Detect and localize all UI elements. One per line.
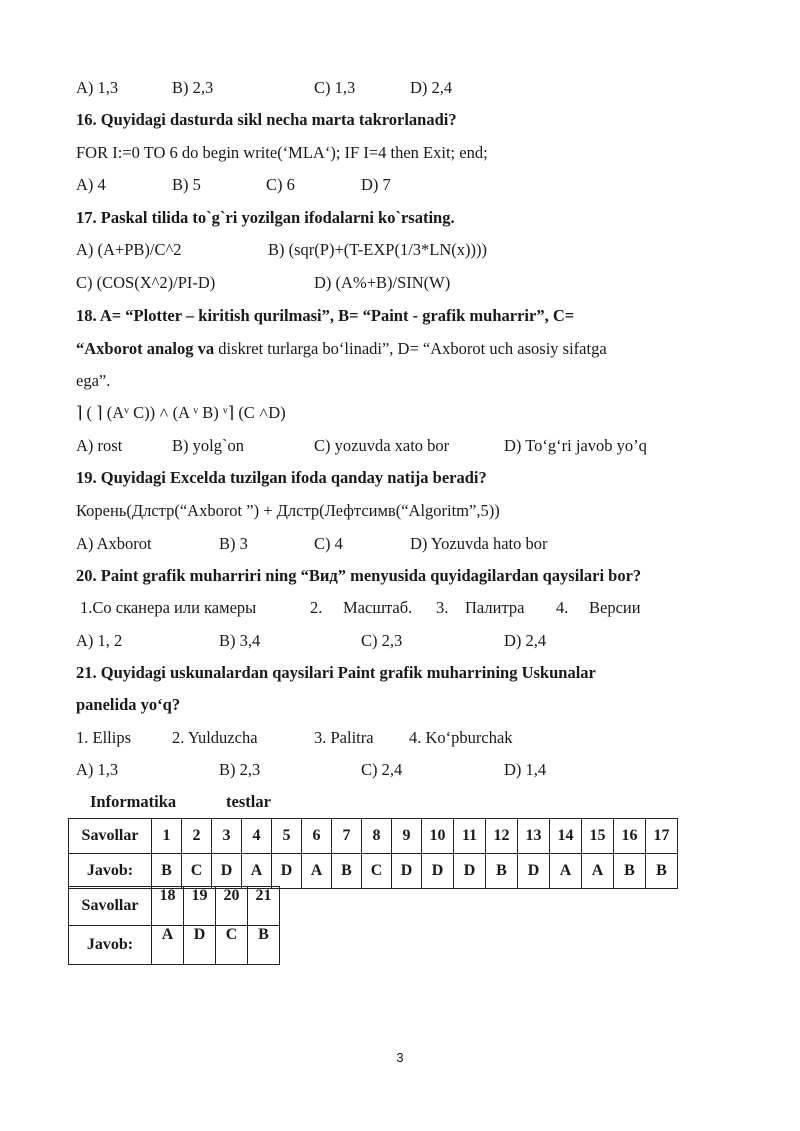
t2q-cell-1: 18	[152, 887, 184, 926]
q19-option-b: B) 3	[219, 534, 248, 553]
t1q-cell-2: 2	[182, 819, 212, 854]
q16-question: 16. Quyidagi dasturda sikl necha marta takrorlanadi?	[76, 110, 457, 129]
q20-option-a: A) 1, 2	[76, 631, 123, 650]
q18-line2-bold: “Axborot analog va	[76, 339, 215, 358]
q19-option-d: D) Yozuvda hato bor	[410, 534, 548, 553]
q20-item-3: Палитра	[465, 598, 525, 617]
t1q-cell-6: 6	[302, 819, 332, 854]
q17-options-row1	[76, 240, 776, 260]
q17-option-c: C) (COS(X^2)/PI-D)	[76, 273, 216, 292]
q20-item-2: Масштаб.	[343, 598, 413, 617]
q19-option-a: A) Axborot	[76, 534, 152, 553]
t1q-cell-10: 10	[422, 819, 454, 854]
t1a-cell-16: B	[614, 854, 646, 889]
t1q-cell-9: 9	[392, 819, 422, 854]
t1q-cell-17: 17	[646, 819, 678, 854]
q17-question: 17. Paskal tilida to`g`ri yozilgan ifodalarni ko`rsating.	[76, 208, 455, 227]
t1a-cell-12: B	[486, 854, 518, 889]
answers-heading-left: Informatika	[90, 792, 177, 811]
q20-question: 20. Paint grafik muharriri ning “Вид” menyusida quyidagilardan qaysilari bor?	[76, 566, 642, 585]
q20-item-4-num: 4.	[556, 598, 569, 617]
t1a-cell-5: D	[272, 854, 302, 889]
q19-formula: Корень(Длстр(“Axborot ”) + Длстр(Лефтсимв(“Algoritm”,5))	[76, 501, 500, 520]
row-label-javob-2: Javob:	[69, 926, 152, 965]
t2q-cell-2: 19	[184, 887, 216, 926]
q19-options	[76, 534, 776, 554]
t1q-cell-14: 14	[550, 819, 582, 854]
q15-options	[76, 78, 776, 98]
row-label-savollar: Savollar	[69, 819, 152, 854]
t1q-cell-15: 15	[582, 819, 614, 854]
t2q-cell-3: 20	[216, 887, 248, 926]
q17-option-b: B) (sqr(P)+(T-EXP(1/3*LN(x))))	[268, 240, 488, 259]
t1a-cell-4: A	[242, 854, 272, 889]
q20-options	[76, 631, 776, 651]
q20-option-b: B) 3,4	[219, 631, 261, 650]
q21-item-3: 3. Palitra	[314, 728, 374, 747]
q16-option-d: D) 7	[361, 175, 391, 194]
q15-option-c: C) 1,3	[314, 78, 356, 97]
t2a-cell-4: B	[248, 926, 280, 965]
q18-line3: ega”.	[76, 371, 111, 390]
t1a-cell-15: A	[582, 854, 614, 889]
t1q-cell-11: 11	[454, 819, 486, 854]
q18-option-a: A) rost	[76, 436, 123, 455]
q18-line1: 18. A= “Plotter – kiritish qurilmasi”, B= “Paint - grafik muharrir”, C=	[76, 306, 575, 325]
q21-items	[76, 728, 776, 748]
t1a-cell-8: C	[362, 854, 392, 889]
q21-line2: panelida yo‘q?	[76, 695, 181, 714]
q17-option-d: D) (A%+B)/SIN(W)	[314, 273, 451, 292]
q21-item-1: 1. Ellips	[76, 728, 132, 747]
q20-item-4: Версии	[589, 598, 641, 617]
page-number: 3	[396, 1050, 404, 1065]
answer-table-1	[68, 818, 678, 889]
t1a-cell-9: D	[392, 854, 422, 889]
answer-table-2-answers-row	[69, 926, 280, 965]
t1a-cell-2: C	[182, 854, 212, 889]
q16-option-b: B) 5	[172, 175, 201, 194]
t1q-cell-16: 16	[614, 819, 646, 854]
t1a-cell-3: D	[212, 854, 242, 889]
t1a-cell-1: B	[152, 854, 182, 889]
t1a-cell-7: B	[332, 854, 362, 889]
t1q-cell-7: 7	[332, 819, 362, 854]
q20-item-1: 1.Со сканера или камеры	[80, 598, 257, 617]
q18-line2	[76, 339, 607, 359]
q20-option-d: D) 2,4	[504, 631, 547, 650]
q21-line1: 21. Quyidagi uskunalardan qaysilari Paint grafik muharrining Uskunalar	[76, 663, 596, 682]
q18-expression: ⌉ ( ⌉ (Aᵛ C)) ˄ (A ᵛ B) ᵛ⌉ (C ˄D)	[76, 403, 286, 422]
q18-option-c: C) yozuvda xato bor	[314, 436, 450, 455]
row-label-savollar-2: Savollar	[69, 887, 152, 926]
q18-line2-rest: diskret turlarga bo‘linadi”, D= “Axborot uch asosiy sifatga	[214, 339, 607, 358]
q17-option-a: A) (A+PB)/C^2	[76, 240, 182, 259]
t2a-cell-3: C	[216, 926, 248, 965]
t2q-cell-4: 21	[248, 887, 280, 926]
t1a-cell-6: A	[302, 854, 332, 889]
q18-option-b: B) yolg`on	[172, 436, 244, 455]
t1a-cell-11: D	[454, 854, 486, 889]
q18-option-d: D) To‘g‘ri javob yo’q	[504, 436, 647, 455]
q16-option-c: C) 6	[266, 175, 295, 194]
t1q-cell-3: 3	[212, 819, 242, 854]
q16-options	[76, 175, 776, 195]
q21-option-b: B) 2,3	[219, 760, 261, 779]
t1q-cell-13: 13	[518, 819, 550, 854]
answer-table-1-answers-row	[69, 854, 678, 889]
t1q-cell-1: 1	[152, 819, 182, 854]
q19-option-c: C) 4	[314, 534, 343, 553]
t1a-cell-13: D	[518, 854, 550, 889]
q17-options-row2	[76, 273, 776, 293]
answer-table-2	[68, 886, 280, 965]
q21-option-a: A) 1,3	[76, 760, 119, 779]
t1q-cell-5: 5	[272, 819, 302, 854]
t1q-cell-8: 8	[362, 819, 392, 854]
row-label-javob: Javob:	[69, 854, 152, 889]
t1q-cell-4: 4	[242, 819, 272, 854]
t1q-cell-12: 12	[486, 819, 518, 854]
q21-item-2: 2. Yulduzcha	[172, 728, 258, 747]
t1a-cell-17: B	[646, 854, 678, 889]
q16-code: FOR I:=0 TO 6 do begin write(‘MLA‘); IF I=4 then Exit; end;	[76, 143, 488, 162]
q15-option-d: D) 2,4	[410, 78, 453, 97]
q20-items	[76, 598, 776, 618]
t1a-cell-10: D	[422, 854, 454, 889]
q20-option-c: C) 2,3	[361, 631, 403, 650]
t2a-cell-1: A	[152, 926, 184, 965]
q21-item-4: 4. Ko‘pburchak	[409, 728, 513, 747]
t1a-cell-14: A	[550, 854, 582, 889]
q20-item-3-num: 3.	[436, 598, 449, 617]
q16-option-a: A) 4	[76, 175, 106, 194]
answers-heading-right: testlar	[226, 792, 271, 811]
q21-option-c: C) 2,4	[361, 760, 403, 779]
answer-table-1-questions-row	[69, 819, 678, 854]
answer-table-2-questions-row	[69, 887, 280, 926]
t2a-cell-2: D	[184, 926, 216, 965]
q21-options	[76, 760, 776, 780]
q20-item-2-num: 2.	[310, 598, 323, 617]
q15-option-a: A) 1,3	[76, 78, 119, 97]
q19-question: 19. Quyidagi Excelda tuzilgan ifoda qanday natija beradi?	[76, 468, 487, 487]
q18-options	[76, 436, 776, 456]
q21-option-d: D) 1,4	[504, 760, 547, 779]
q15-option-b: B) 2,3	[172, 78, 214, 97]
